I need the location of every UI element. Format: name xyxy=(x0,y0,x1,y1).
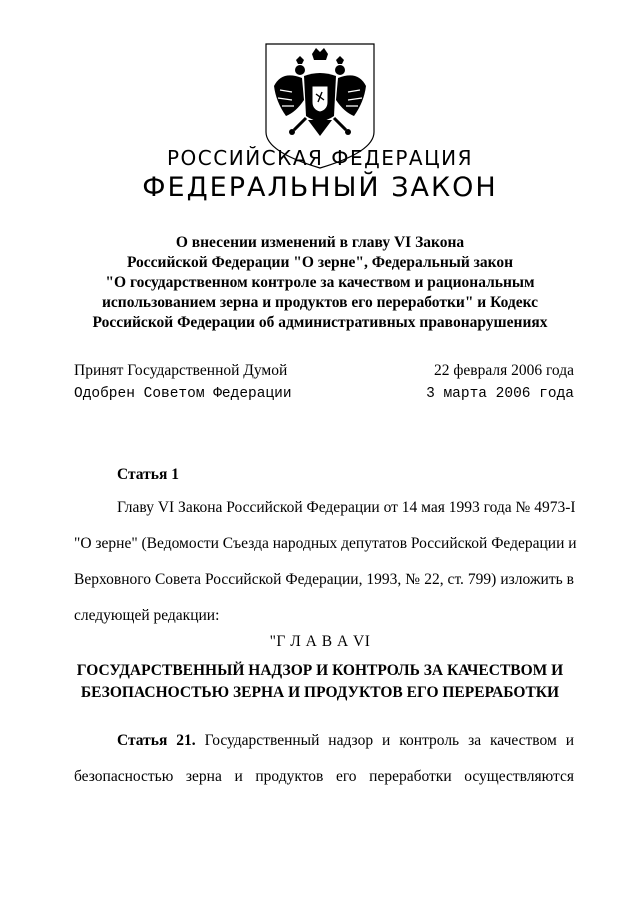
document-type: ФЕДЕРАЛЬНЫЙ ЗАКОН xyxy=(142,172,498,203)
article-1-line: Главу VI Закона Российской Федерации от 14 мая 1993 года № 4973-I xyxy=(117,499,576,516)
chapter-label: "Г Л А В А VI xyxy=(269,633,371,650)
chapter-title-line: БЕЗОПАСНОСТЬЮ ЗЕРНА И ПРОДУКТОВ ЕГО ПЕРЕРАБОТКИ xyxy=(80,684,560,701)
article-21-heading: Статья 21. xyxy=(117,732,196,749)
law-title-line: использованием зерна и продуктов его переработки" и Кодекс xyxy=(101,294,539,311)
council-label: Одобрен Советом Федерации xyxy=(74,386,292,402)
article-21-text: Государственный надзор и контроль за качеством и xyxy=(204,732,574,749)
council-date: 3 марта 2006 года xyxy=(426,386,574,402)
article-21-body xyxy=(74,731,574,803)
law-title xyxy=(60,233,580,333)
law-title-line: О внесении изменений в главу VI Закона xyxy=(175,234,465,251)
chapter-title xyxy=(60,660,580,704)
law-title-line: Российской Федерации об административных правонарушениях xyxy=(92,314,548,331)
article-1-body xyxy=(74,498,577,642)
article-21-line xyxy=(74,731,574,767)
duma-adoption-row xyxy=(74,362,574,380)
law-title-line: Российской Федерации "О зерне", Федеральный закон xyxy=(126,254,514,271)
chapter-title-line: ГОСУДАРСТВЕННЫЙ НАДЗОР И КОНТРОЛЬ ЗА КАЧЕСТВОМ И xyxy=(76,662,564,679)
country-name: РОССИЙСКАЯ ФЕДЕРАЦИЯ xyxy=(167,146,473,170)
law-title-line: "О государственном контроле за качеством и рациональным xyxy=(105,274,535,291)
duma-label: Принят Государственной Думой xyxy=(74,362,288,379)
duma-date: 22 февраля 2006 года xyxy=(433,362,574,379)
article-1-line: "О зерне" (Ведомости Съезда народных депутатов Российской Федерации и xyxy=(74,535,577,552)
article-1-line: Верховного Совета Российской Федерации, 1993, № 22, ст. 799) изложить в xyxy=(74,571,574,588)
article-1-heading: Статья 1 xyxy=(117,466,179,483)
article-1-line: следующей редакции: xyxy=(74,607,220,624)
article-21-line: безопасностью зерна и продуктов его переработки осуществляются xyxy=(74,768,574,785)
council-approval-row xyxy=(74,386,574,402)
